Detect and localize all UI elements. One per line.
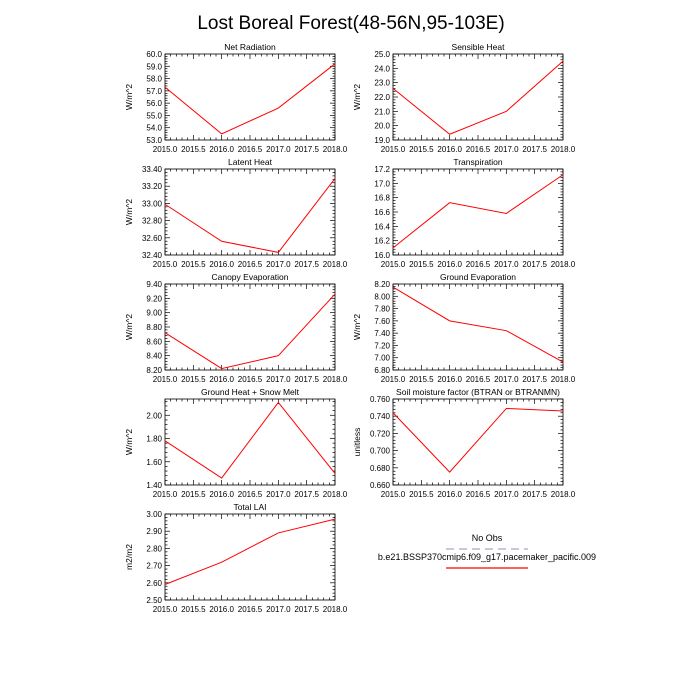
- panel-title: Ground Evaporation: [439, 272, 517, 282]
- plot-frame: [393, 284, 563, 370]
- y-tick-label: 32.80: [141, 216, 162, 226]
- y-tick-label: 33.40: [141, 165, 162, 174]
- y-tick-label: 2.50: [146, 596, 162, 605]
- panel-2: [352, 42, 576, 154]
- x-tick-label: 2016.0: [437, 145, 462, 154]
- x-tick-label: 2015.0: [380, 375, 406, 384]
- x-tick-label: 2017.5: [522, 260, 547, 269]
- y-tick-label: 20.0: [374, 121, 390, 131]
- x-tick-label: 2017.0: [494, 375, 519, 384]
- y-tick-label: 17.2: [374, 165, 390, 174]
- y-axis-label: W/m^2: [124, 428, 134, 456]
- y-tick-label: 0.760: [369, 395, 390, 404]
- panel-5: [124, 272, 348, 384]
- y-tick-label: 21.0: [374, 107, 390, 117]
- x-tick-label: 2016.5: [465, 375, 491, 384]
- x-tick-label: 2015.5: [181, 145, 206, 154]
- x-tick-label: 2018.0: [322, 145, 348, 154]
- x-tick-label: 2017.5: [294, 605, 319, 614]
- y-tick-label: 7.40: [374, 329, 390, 339]
- y-axis-label: m2/m2: [124, 544, 134, 570]
- panel-title: Net Radiation: [224, 42, 276, 52]
- panel-7: [124, 387, 348, 499]
- y-tick-label: 57.0: [146, 86, 162, 96]
- x-tick-label: 2018.0: [550, 145, 576, 154]
- y-tick-label: 23.0: [374, 78, 390, 88]
- y-tick-label: 7.20: [374, 341, 390, 351]
- panel-4: [374, 157, 575, 269]
- y-tick-label: 1.80: [146, 434, 162, 444]
- y-tick-label: 16.4: [374, 222, 390, 232]
- x-tick-label: 2016.0: [209, 145, 234, 154]
- y-tick-label: 0.700: [369, 446, 390, 456]
- y-tick-label: 1.40: [146, 481, 162, 490]
- y-tick-label: 8.80: [146, 323, 162, 332]
- x-tick-label: 2017.5: [522, 145, 547, 154]
- x-tick-label: 2016.5: [237, 260, 263, 269]
- x-tick-label: 2016.0: [437, 375, 462, 384]
- y-tick-label: 0.660: [369, 481, 390, 490]
- y-tick-label: 59.0: [146, 62, 162, 72]
- y-tick-label: 60.0: [146, 50, 162, 59]
- x-tick-label: 2016.5: [237, 605, 263, 614]
- panel-6: [352, 272, 576, 384]
- x-tick-label: 2017.0: [266, 375, 291, 384]
- x-tick-label: 2016.0: [437, 260, 462, 269]
- y-tick-label: 54.0: [146, 123, 162, 133]
- y-tick-label: 0.680: [369, 463, 390, 473]
- x-tick-label: 2016.0: [209, 490, 234, 499]
- y-tick-label: 2.70: [146, 561, 162, 571]
- y-tick-label: 58.0: [146, 74, 162, 84]
- y-tick-label: 19.0: [374, 136, 390, 145]
- x-tick-label: 2016.5: [465, 260, 491, 269]
- y-tick-label: 55.0: [146, 111, 162, 121]
- x-tick-label: 2018.0: [322, 260, 348, 269]
- panel-title: Soil moisture factor (BTRAN or BTRANMN): [396, 387, 560, 397]
- y-tick-label: 7.80: [374, 304, 390, 314]
- legend: [378, 533, 596, 568]
- y-tick-label: 17.0: [374, 179, 390, 189]
- y-tick-label: 24.0: [374, 64, 390, 74]
- y-tick-label: 32.40: [141, 251, 162, 260]
- series-line: [165, 402, 335, 478]
- y-tick-label: 33.20: [141, 182, 162, 192]
- y-axis-label: unitless: [352, 427, 362, 457]
- plot-frame: [165, 284, 335, 370]
- y-tick-label: 7.00: [374, 353, 390, 363]
- panel-title: Ground Heat + Snow Melt: [200, 387, 300, 397]
- x-tick-label: 2015.0: [152, 490, 178, 499]
- plot-frame: [393, 399, 563, 485]
- y-tick-label: 32.60: [141, 233, 162, 243]
- x-tick-label: 2015.0: [152, 375, 178, 384]
- x-tick-label: 2016.0: [209, 375, 234, 384]
- x-tick-label: 2018.0: [322, 605, 348, 614]
- x-tick-label: 2016.0: [437, 490, 462, 499]
- x-tick-label: 2017.0: [266, 605, 291, 614]
- y-tick-label: 16.2: [374, 236, 390, 246]
- y-tick-label: 9.40: [146, 280, 162, 289]
- plot-frame: [393, 169, 563, 255]
- y-tick-label: 0.740: [369, 412, 390, 422]
- y-tick-label: 8.20: [374, 280, 390, 289]
- y-axis-label: W/m^2: [352, 83, 362, 111]
- y-tick-label: 7.60: [374, 316, 390, 326]
- y-tick-label: 22.0: [374, 93, 390, 102]
- y-tick-label: 16.0: [374, 251, 390, 260]
- y-tick-label: 2.80: [146, 544, 162, 554]
- series-line: [165, 294, 335, 369]
- legend-label: No Obs: [471, 533, 503, 543]
- y-tick-label: 16.8: [374, 193, 390, 203]
- panel-title: Canopy Evaporation: [211, 272, 289, 282]
- plot-frame: [165, 54, 335, 140]
- x-tick-label: 2017.5: [522, 375, 547, 384]
- y-tick-label: 8.20: [146, 366, 162, 375]
- panels: [124, 42, 576, 614]
- legend-label: b.e21.BSSP370cmip6.f09_g17.pacemaker_pacific.009: [377, 552, 597, 562]
- x-tick-label: 2017.5: [294, 375, 319, 384]
- x-tick-label: 2015.0: [152, 145, 178, 154]
- y-axis-label: W/m^2: [124, 313, 134, 341]
- x-tick-label: 2017.5: [294, 260, 319, 269]
- x-tick-label: 2017.0: [494, 145, 519, 154]
- y-tick-label: 16.6: [374, 208, 390, 217]
- x-tick-label: 2015.5: [181, 260, 206, 269]
- x-tick-label: 2016.5: [465, 145, 491, 154]
- figure-title: Lost Boreal Forest(48-56N,95-103E): [197, 13, 505, 34]
- series-line: [165, 519, 335, 584]
- x-tick-label: 2017.0: [494, 260, 519, 269]
- panel-9: [124, 502, 348, 614]
- x-tick-label: 2017.5: [294, 490, 319, 499]
- x-tick-label: 2015.5: [409, 490, 434, 499]
- x-tick-label: 2017.0: [494, 490, 519, 499]
- x-tick-label: 2016.5: [237, 375, 263, 384]
- y-tick-label: 9.20: [146, 294, 162, 304]
- y-tick-label: 2.60: [146, 578, 162, 588]
- x-tick-label: 2018.0: [550, 490, 576, 499]
- series-line: [165, 64, 335, 134]
- x-tick-label: 2015.5: [409, 260, 434, 269]
- series-line: [393, 61, 563, 134]
- y-tick-label: 8.00: [374, 292, 390, 302]
- x-tick-label: 2016.5: [237, 490, 263, 499]
- y-tick-label: 33.00: [141, 199, 162, 209]
- panel-1: [124, 42, 348, 154]
- series-line: [165, 178, 335, 252]
- y-tick-label: 6.80: [374, 366, 390, 375]
- y-tick-label: 1.60: [146, 457, 162, 467]
- x-tick-label: 2018.0: [550, 260, 576, 269]
- x-tick-label: 2017.5: [294, 145, 319, 154]
- y-tick-label: 53.0: [146, 136, 162, 145]
- panel-8: [352, 387, 576, 499]
- x-tick-label: 2016.0: [209, 260, 234, 269]
- panel-3: [124, 157, 348, 269]
- plot-frame: [165, 514, 335, 600]
- x-tick-label: 2015.5: [181, 490, 206, 499]
- panel-title: Total LAI: [233, 502, 267, 512]
- x-tick-label: 2018.0: [322, 490, 348, 499]
- y-axis-label: W/m^2: [352, 313, 362, 341]
- y-axis-label: W/m^2: [124, 83, 134, 111]
- plot-frame: [393, 54, 563, 140]
- x-tick-label: 2017.0: [266, 145, 291, 154]
- panel-title: Transpiration: [453, 157, 503, 167]
- series-line: [393, 408, 563, 472]
- y-tick-label: 8.40: [146, 351, 162, 361]
- x-tick-label: 2018.0: [322, 375, 348, 384]
- y-tick-label: 2.00: [146, 411, 162, 421]
- x-tick-label: 2017.0: [266, 260, 291, 269]
- y-axis-label: W/m^2: [124, 198, 134, 226]
- x-tick-label: 2015.0: [380, 490, 406, 499]
- series-line: [393, 175, 563, 248]
- x-tick-label: 2015.5: [181, 605, 206, 614]
- x-tick-label: 2015.0: [152, 605, 178, 614]
- y-tick-label: 8.60: [146, 337, 162, 347]
- y-tick-label: 9.00: [146, 308, 162, 318]
- x-tick-label: 2017.5: [522, 490, 547, 499]
- x-tick-label: 2015.0: [380, 260, 406, 269]
- x-tick-label: 2016.5: [237, 145, 263, 154]
- x-tick-label: 2015.5: [409, 375, 434, 384]
- y-tick-label: 25.0: [374, 50, 390, 59]
- y-tick-label: 0.720: [369, 429, 390, 439]
- panel-title: Latent Heat: [228, 157, 272, 167]
- x-tick-label: 2015.0: [152, 260, 178, 269]
- x-tick-label: 2018.0: [550, 375, 576, 384]
- x-tick-label: 2017.0: [266, 490, 291, 499]
- panel-title: Sensible Heat: [451, 42, 505, 52]
- series-line: [393, 287, 563, 362]
- y-tick-label: 56.0: [146, 99, 162, 109]
- x-tick-label: 2015.5: [409, 145, 434, 154]
- y-tick-label: 2.90: [146, 527, 162, 537]
- x-tick-label: 2015.5: [181, 375, 206, 384]
- y-tick-label: 3.00: [146, 510, 162, 519]
- x-tick-label: 2015.0: [380, 145, 406, 154]
- x-tick-label: 2016.0: [209, 605, 234, 614]
- x-tick-label: 2016.5: [465, 490, 491, 499]
